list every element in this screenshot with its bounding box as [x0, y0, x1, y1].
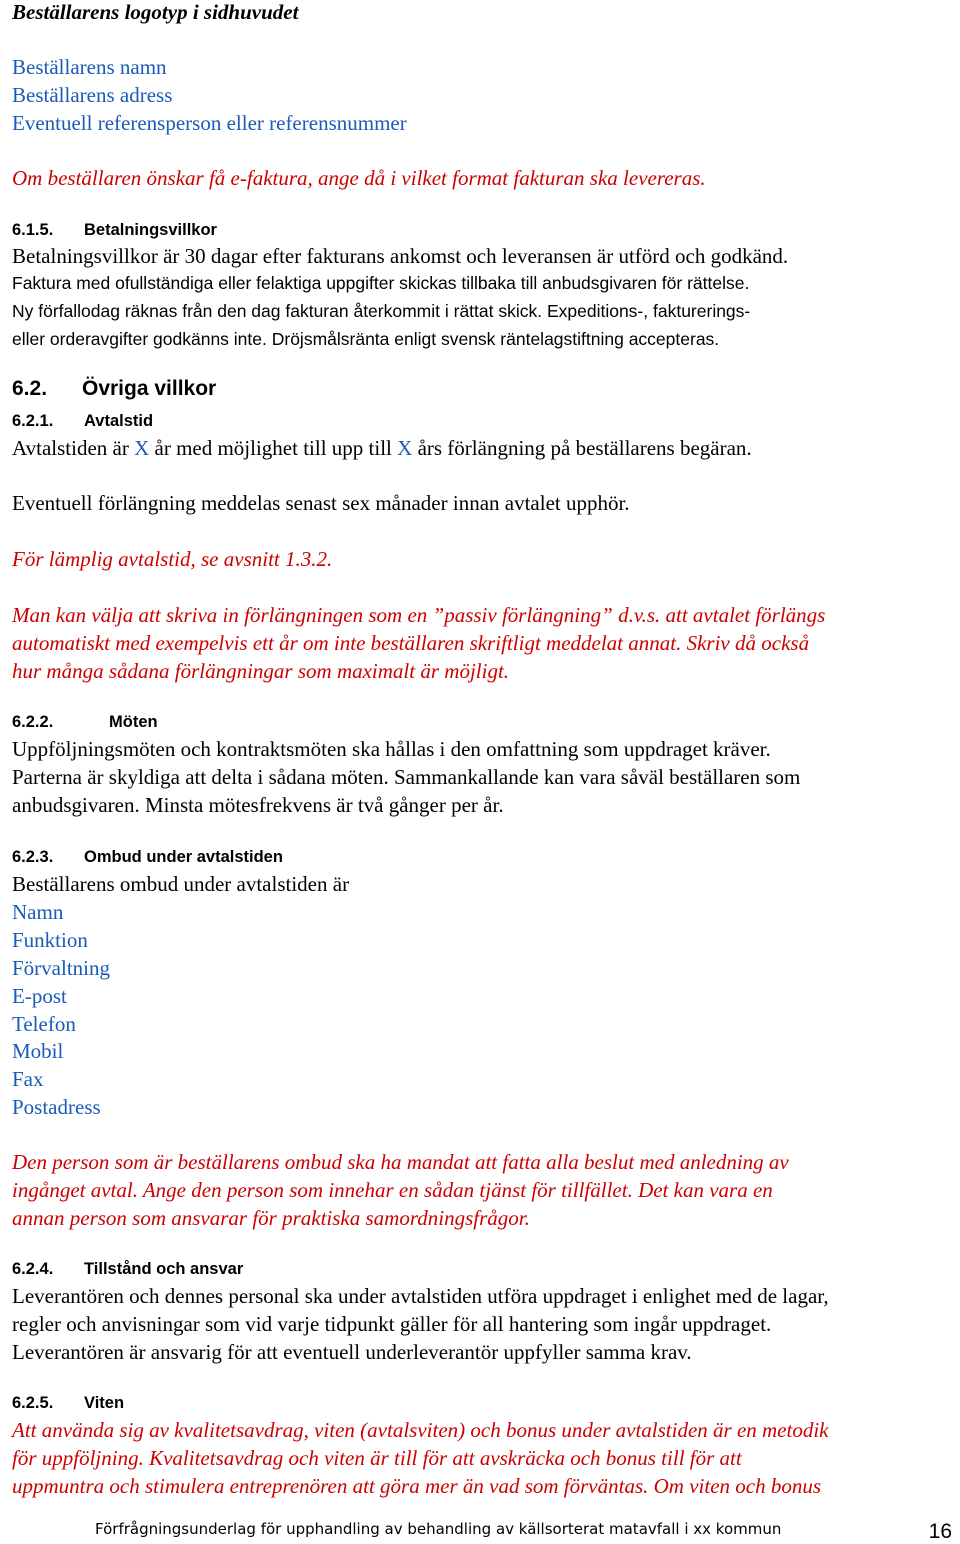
- field-postal-address: Postadress: [12, 1095, 101, 1119]
- text-segment: års förlängning på beställarens begäran.: [412, 436, 752, 460]
- placeholder-x: X: [397, 436, 413, 460]
- field-mobile: Mobil: [12, 1039, 64, 1063]
- heading-6-2-3: [12, 848, 283, 867]
- buyer-name: Beställarens namn: [12, 55, 167, 79]
- section-title: Övriga villkor: [82, 377, 217, 400]
- meetings-text: anbudsgivaren. Minsta mötesfrekvens är två gånger per år.: [12, 793, 504, 817]
- permits-text: Leverantören och dennes personal ska under avtalstiden utföra uppdraget i enlighet med de lagar,: [12, 1284, 829, 1308]
- payment-terms-text: Betalningsvillkor är 30 dagar efter fakturans ankomst och leveransen är utförd och godkänd.: [12, 244, 789, 268]
- section-title: Betalningsvillkor: [84, 221, 217, 239]
- meetings-text: Uppföljningsmöten och kontraktsmöten ska hållas i den omfattning som uppdraget kräver.: [12, 737, 771, 761]
- field-fax: Fax: [12, 1067, 44, 1091]
- section-title: Avtalstid: [84, 412, 154, 430]
- heading-6-2-1: [12, 412, 153, 431]
- penalties-note: Att använda sig av kvalitetsavdrag, viten (avtalsviten) och bonus under avtalstiden är en metodik: [12, 1418, 829, 1442]
- passive-extension-note: Man kan välja att skriva in förlängningen som en ”passiv förlängning” d.v.s. att avtalet förlängs: [12, 603, 826, 627]
- representative-note: ingånget avtal. Ange den person som innehar en sådan tjänst för tillfället. Det kan vara en: [12, 1178, 773, 1202]
- representative-intro: Beställarens ombud under avtalstiden är: [12, 872, 350, 896]
- penalties-note: för uppföljning. Kvalitetsavdrag och viten är till för att avskräcka och bonus till för att: [12, 1446, 742, 1470]
- header-logo-placeholder: Beställarens logotyp i sidhuvudet: [12, 0, 299, 24]
- representative-note: Den person som är beställarens ombud ska ha mandat att fatta alla beslut med anledning av: [12, 1150, 789, 1174]
- text-segment: Avtalstiden är: [12, 436, 135, 460]
- section-number: 6.2.1.: [12, 412, 54, 430]
- heading-6-2-4: [12, 1260, 243, 1279]
- payment-terms-line: Faktura med ofullständiga eller felaktiga uppgifter skickas tillbaka till anbudsgivaren för rättelse.: [12, 273, 750, 293]
- permits-text: regler och anvisningar som vid varje tidpunkt gäller för all hantering som ingår uppdraget.: [12, 1312, 772, 1336]
- section-number: 6.2.3.: [12, 848, 54, 866]
- meetings-text: Parterna är skyldiga att delta i sådana möten. Sammankallande kan vara såväl beställaren som: [12, 765, 801, 789]
- section-number: 6.2.: [12, 377, 48, 400]
- section-number: 6.1.5.: [12, 221, 54, 239]
- buyer-address: Beställarens adress: [12, 83, 173, 107]
- contract-period-text: [12, 436, 752, 461]
- page-number: 16: [928, 1520, 952, 1543]
- section-title: Ombud under avtalstiden: [84, 848, 283, 866]
- heading-6-2-2: [12, 713, 158, 732]
- field-function: Funktion: [12, 928, 88, 952]
- heading-6-2: [12, 377, 216, 401]
- passive-extension-note: hur många sådana förlängningar som maximalt är möjligt.: [12, 659, 510, 683]
- passive-extension-note: automatiskt med exempelvis ett år om inte beställaren skriftligt meddelat annat. Skriv då också: [12, 631, 810, 655]
- section-title: Tillstånd och ansvar: [84, 1260, 244, 1278]
- section-title: Möten: [109, 713, 158, 731]
- placeholder-x: X: [134, 436, 150, 460]
- efaktura-note: Om beställaren önskar få e-faktura, ange då i vilket format fakturan ska levereras.: [12, 166, 706, 190]
- buyer-reference: Eventuell referensperson eller referensnummer: [12, 111, 407, 135]
- field-name: Namn: [12, 900, 64, 924]
- section-number: 6.2.5.: [12, 1394, 54, 1412]
- suitable-period-note: För lämplig avtalstid, se avsnitt 1.3.2.: [12, 547, 333, 571]
- field-administration: Förvaltning: [12, 956, 110, 980]
- text-segment: år med möjlighet till upp till: [149, 436, 398, 460]
- section-number: 6.2.2.: [12, 713, 54, 731]
- page-footer: Förfrågningsunderlag för upphandling av behandling av källsorterat matavfall i xx kommun: [95, 1520, 782, 1538]
- extension-notice: Eventuell förlängning meddelas senast sex månader innan avtalet upphör.: [12, 491, 630, 515]
- field-phone: Telefon: [12, 1012, 76, 1036]
- permits-text: Leverantören är ansvarig för att eventuell underleverantör uppfyller samma krav.: [12, 1340, 692, 1364]
- payment-terms-line: Ny förfallodag räknas från den dag fakturan återkommit i rättat skick. Expeditions-, fakturerings-: [12, 301, 751, 321]
- section-title: Viten: [84, 1394, 125, 1412]
- penalties-note: uppmuntra och stimulera entreprenören att göra mer än vad som förväntas. Om viten och bonus: [12, 1474, 822, 1498]
- heading-6-1-5: [12, 221, 217, 240]
- representative-note: annan person som ansvarar för praktiska samordningsfrågor.: [12, 1206, 530, 1230]
- field-email: E-post: [12, 984, 67, 1008]
- section-number: 6.2.4.: [12, 1260, 54, 1278]
- payment-terms-line: eller orderavgifter godkänns inte. Dröjsmålsränta enligt svensk räntelagstiftning accepteras.: [12, 329, 720, 349]
- heading-6-2-5: [12, 1394, 124, 1413]
